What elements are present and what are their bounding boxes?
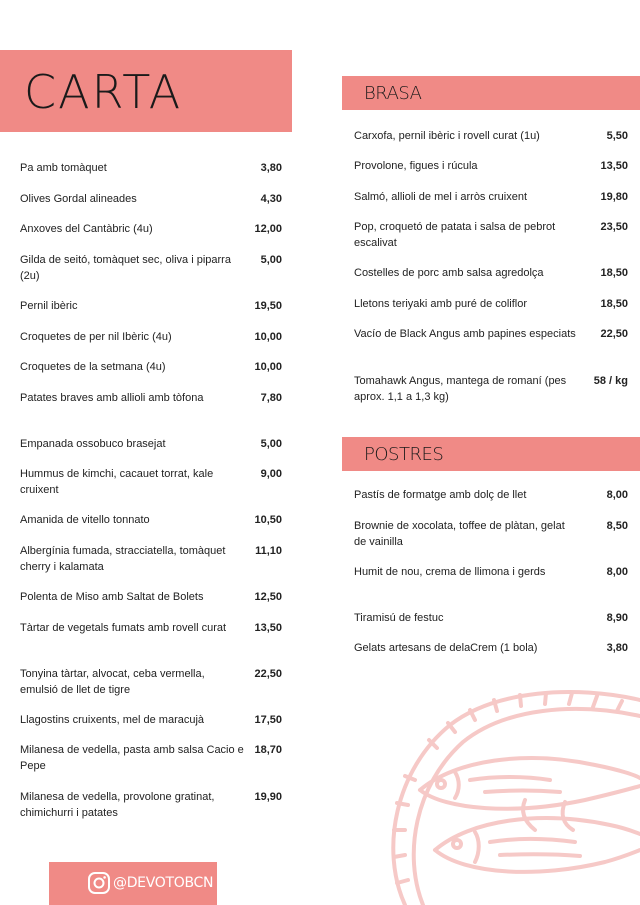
item-name: Salmó, allioli de mel i arròs cruixent [354,191,528,203]
item-price: 18,70 [254,744,282,756]
item-price: 11,10 [255,545,282,557]
item-price: 8,50 [606,520,628,532]
item-name: Polenta de Miso amb Saltat de Bolets [20,591,204,603]
item-name: Empanada ossobuco brasejat [20,438,166,450]
menu-item [20,590,282,606]
menu-item [20,253,282,284]
menu-item [20,299,282,315]
fish-plate-illustration [375,680,640,905]
item-price: 8,90 [606,612,628,624]
item-name: Carxofa, pernil ibèric i rovell curat (1u) [354,130,540,142]
item-name: Gilda de seitó, tomàquet sec, oliva i piparra (2u) [20,254,231,282]
postres-title: POSTRES [364,444,444,465]
menu-item [20,621,282,637]
item-name: Humit de nou, crema de llimona i gerds [354,566,546,578]
menu-item [354,129,628,145]
item-price: 19,50 [254,300,282,312]
item-price: 8,00 [606,566,628,578]
item-name: Tàrtar de vegetals fumats amb rovell curat [20,622,227,634]
item-name: Gelats artesans de delaCrem (1 bola) [354,642,538,654]
item-price: 12,50 [254,591,282,603]
item-price: 5,50 [606,130,628,142]
menu-item [20,360,282,376]
menu-item [20,544,282,575]
menu-item [354,297,628,313]
item-price: 5,00 [260,438,282,450]
item-name: Milanesa de vedella, provolone gratinat, chimichurri i patates [20,791,215,819]
menu-item [354,565,628,581]
brasa-title: BRASA [364,83,422,104]
menu-item [20,192,282,208]
item-price: 10,00 [254,331,282,343]
instagram-handle[interactable]: @DEVOTOBCN [113,875,214,891]
item-price: 13,50 [254,622,282,634]
menu-item [354,159,628,175]
item-price: 7,80 [260,392,282,404]
item-name: Costelles de porc amb salsa agredolça [354,267,544,279]
item-price: 58 / kg [593,375,628,387]
menu-item [354,327,628,343]
item-price: 17,50 [254,714,282,726]
item-price: 23,50 [600,221,628,233]
item-price: 5,00 [260,254,282,266]
menu-item [354,488,628,504]
menu-item [20,467,282,498]
item-price: 19,90 [254,791,282,803]
brasa-banner [342,76,640,110]
menu-item [20,391,282,407]
item-name: Tomahawk Angus, mantega de romaní (pes aprox. 1,1 a 1,3 kg) [354,375,567,403]
item-name: Tiramisú de festuc [354,612,444,624]
item-price: 22,50 [254,668,282,680]
item-name: Hummus de kimchi, cacauet torrat, kale cruixent [20,468,214,496]
item-price: 22,50 [600,328,628,340]
menu-item [354,519,628,550]
menu-item [20,743,282,774]
item-price: 9,00 [260,468,282,480]
item-name: Pernil ibèric [20,300,78,312]
menu-item [20,667,282,698]
menu-item [20,222,282,238]
item-price: 18,50 [600,267,628,279]
menu-item [20,513,282,529]
instagram-icon [87,871,111,895]
menu-item [20,437,282,453]
menu-item [354,266,628,282]
instagram-badge[interactable] [49,862,217,905]
item-price: 10,00 [254,361,282,373]
menu-item [20,330,282,346]
item-name: Pop, croquetó de patata i salsa de pebrot escalivat [354,221,556,249]
item-price: 18,50 [600,298,628,310]
item-name: Lletons teriyaki amb puré de coliflor [354,298,528,310]
menu-item [20,161,282,177]
item-name: Brownie de xocolata, toffee de plàtan, gelat de vainilla [354,520,565,548]
menu-item [354,374,628,405]
item-name: Llagostins cruixents, mel de maracujà [20,714,205,726]
menu-item [20,790,282,821]
item-price: 12,00 [254,223,282,235]
item-price: 19,80 [600,191,628,203]
item-name: Patates braves amb allioli amb tòfona [20,392,204,404]
menu-item [354,220,628,251]
item-price: 13,50 [600,160,628,172]
item-name: Pa amb tomàquet [20,162,107,174]
item-name: Pastís de formatge amb dolç de llet [354,489,527,501]
page-title: CARTA [24,65,183,119]
item-name: Milanesa de vedella, pasta amb salsa Cacio e Pepe [20,744,244,772]
item-price: 3,80 [260,162,282,174]
menu-item [354,190,628,206]
item-name: Croquetes de per nil Ibèric (4u) [20,331,172,343]
item-name: Tonyina tàrtar, alvocat, ceba vermella, emulsió de llet de tigre [20,668,205,696]
item-price: 10,50 [254,514,282,526]
item-name: Croquetes de la setmana (4u) [20,361,166,373]
item-name: Albergínia fumada, stracciatella, tomàquet cherry i kalamata [20,545,226,573]
item-price: 4,30 [260,193,282,205]
title-banner [0,50,292,132]
item-name: Olives Gordal alineades [20,193,137,205]
menu-item [20,713,282,729]
item-name: Provolone, figues i rúcula [354,160,478,172]
item-price: 8,00 [606,489,628,501]
item-name: Amanida de vitello tonnato [20,514,150,526]
item-name: Vacío de Black Angus amb papines especiats [354,328,576,340]
item-name: Anxoves del Cantàbric (4u) [20,223,153,235]
menu-item [354,641,628,657]
menu-item [354,611,628,627]
postres-banner [342,437,640,471]
item-price: 3,80 [606,642,628,654]
